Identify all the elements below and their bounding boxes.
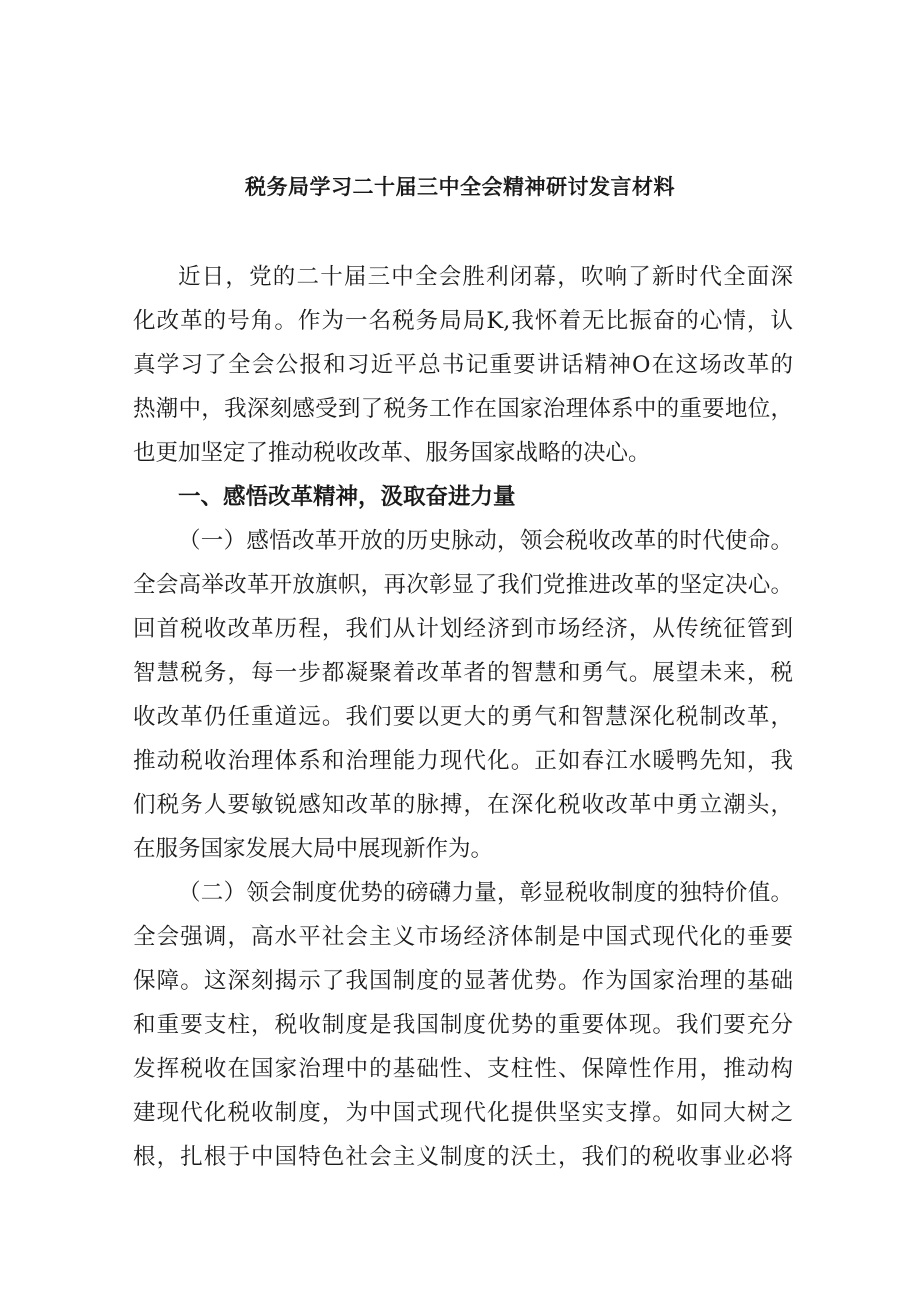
section-heading: 一、感悟改革精神，汲取奋进力量 <box>178 484 516 510</box>
document-title: 税务局学习二十届三中全会精神研讨发言材料 <box>245 174 675 199</box>
paragraph-line: 推动税收治理体系和治理能力现代化。正如春江水暖鸭先知，我 <box>133 748 793 774</box>
paragraph-line: 回首税收改革历程，我们从计划经济到市场经济，从传统征管到 <box>133 616 793 642</box>
paragraph-line: 智慧税务，每一步都凝聚着改革者的智慧和勇气。展望未来，税 <box>133 660 793 686</box>
paragraph-line: 也更加坚定了推动税收改革、服务国家战略的决心。 <box>133 440 651 466</box>
paragraph-line: 收改革仍任重道远。我们要以更大的勇气和智慧深化税制改革， <box>133 704 793 730</box>
paragraph-line: 近日，党的二十届三中全会胜利闭幕，吹响了新时代全面深 <box>178 264 793 290</box>
paragraph-line: 全会强调，高水平社会主义市场经济体制是中国式现代化的垂要 <box>133 924 793 950</box>
paragraph-line: 们税务人要敏锐感知改革的脉搏，在深化税收改革中勇立潮头， <box>133 792 793 818</box>
paragraph-line: 根，扎根于中国特色社会主义制度的沃土，我们的税收事业必将 <box>133 1144 793 1170</box>
paragraph-line: （一）感悟改革开放的历史脉动，领会税收改革的时代使命。 <box>178 528 793 554</box>
paragraph-line: 保障。这深刻揭示了我国制度的显著优势。作为国家治理的基础 <box>133 968 793 994</box>
paragraph-line: 化改革的号角。作为一名税务局局K,我怀着无比振奋的心情，认 <box>133 308 793 334</box>
paragraph-line: 在服务国家发展大局中展现新作为。 <box>133 836 494 862</box>
paragraph-line: 真学习了全会公报和习近平总书记重要讲话精神O在这场改革的 <box>133 352 793 378</box>
paragraph-line: 和重要支柱，税收制度是我国制度优势的重要体现。我们要充分 <box>133 1012 793 1038</box>
paragraph-line: 热潮中，我深刻感受到了税务工作在国家治理体系中的重要地位， <box>133 396 793 422</box>
paragraph-line: （二）领会制度优势的磅礴力量，彰显税收制度的独特价值。 <box>178 880 793 906</box>
paragraph-line: 发挥税收在国家治理中的基础性、支柱性、保障性作用，推动构 <box>133 1056 793 1082</box>
paragraph-line: 全会高举改革开放旗帜，再次彰显了我们党推进改革的坚定决心。 <box>133 572 793 598</box>
paragraph-line: 建现代化税收制度，为中国式现代化提供坚实支撑。如同大树之 <box>133 1100 793 1126</box>
